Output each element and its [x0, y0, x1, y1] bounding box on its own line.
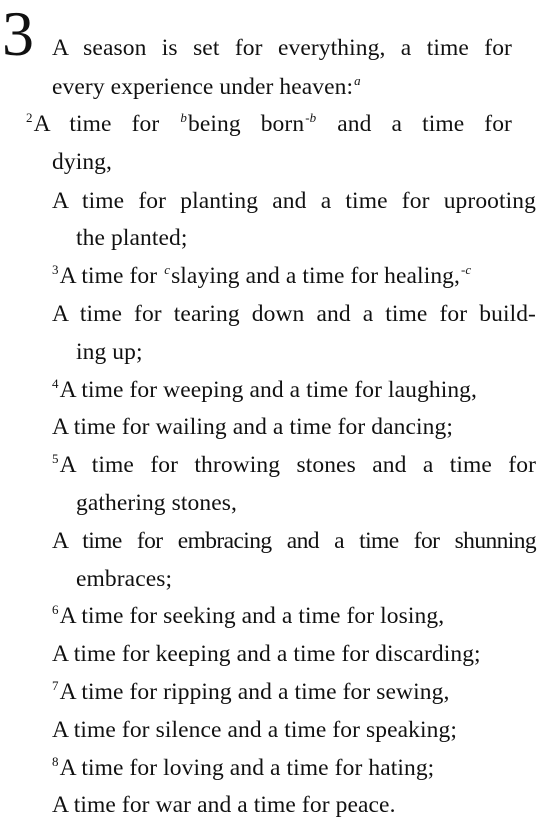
verse-2-line-1	[26, 110, 512, 141]
verse-number-2: 2	[26, 110, 33, 125]
verse-6-line-2	[52, 640, 481, 668]
verse-4-line-1	[52, 376, 477, 407]
verse-1-text-2: every experience under heaven:	[52, 74, 354, 100]
verse-8-text-2: A time for war and a time for peace.	[52, 792, 396, 818]
verse-number-6: 6	[52, 602, 59, 617]
verse-number-3: 3	[52, 262, 59, 277]
verse-number-8: 8	[52, 754, 59, 769]
verse-5-text-1: A time for throwing stones and a time for	[59, 452, 536, 478]
verse-2-text-2: dying,	[52, 149, 113, 175]
verse-3-line-1	[52, 262, 472, 293]
footnote-c-open: c	[164, 262, 171, 277]
footnote-b-close: -b	[305, 110, 317, 125]
verse-5-text-2: gathering stones,	[76, 490, 237, 516]
verse-number-4: 4	[52, 376, 59, 391]
verse-1-text-1: A season is set for everything, a time for	[52, 35, 512, 61]
verse-3-line-2	[52, 300, 536, 328]
verse-7-text-2: A time for silence and a time for speaking;	[52, 717, 457, 743]
verse-8-line-2	[52, 791, 396, 819]
verse-2-post: and a time for	[317, 111, 512, 137]
verse-2-line-3	[52, 187, 536, 215]
verse-8-line-1	[52, 754, 434, 785]
verse-3-text-2: A time for tearing down and a time for build-	[52, 301, 536, 327]
verse-6-text-1: A time for seeking and a time for losing,	[59, 603, 445, 629]
verse-2-line-2	[52, 148, 112, 176]
verse-2-pre: A time for	[33, 111, 180, 137]
verse-3-inner: slaying and a time for healing,	[171, 263, 460, 289]
verse-7-line-1	[52, 678, 449, 709]
footnote-a: a	[354, 73, 361, 88]
verse-3-line-3	[76, 338, 143, 366]
verse-2-text-4: the planted;	[76, 225, 188, 251]
verse-2-line-4	[76, 224, 187, 252]
verse-2-text-3: A time for planting and a time for uprooting	[52, 188, 536, 214]
footnote-c-close: -c	[461, 262, 472, 277]
verse-1-line-2	[52, 73, 362, 104]
verse-4-line-2	[52, 413, 453, 441]
verse-1-line-1	[52, 34, 512, 62]
verse-3-pre: A time for	[59, 263, 164, 289]
verse-2-inner: being born	[187, 111, 305, 137]
verse-7-text-1: A time for ripping and a time for sewing,	[59, 679, 450, 705]
verse-5-line-3	[52, 527, 536, 555]
verse-6-text-2: A time for keeping and a time for discarding;	[52, 641, 481, 667]
verse-5-line-2	[76, 489, 237, 517]
chapter-number: 3	[2, 0, 34, 69]
verse-8-text-1: A time for loving and a time for hating;	[59, 755, 435, 781]
verse-6-line-1	[52, 602, 444, 633]
verse-3-text-3: ing up;	[76, 339, 143, 365]
footnote-b-open: b	[180, 110, 187, 125]
verse-number-7: 7	[52, 678, 59, 693]
verse-5-line-1	[52, 451, 536, 482]
verse-5-line-4	[76, 565, 172, 593]
verse-5-text-3: A time for embracing and a time for shunning	[52, 528, 536, 554]
verse-number-5: 5	[52, 451, 59, 466]
verse-4-text-1: A time for weeping and a time for laughing,	[59, 377, 478, 403]
verse-4-text-2: A time for wailing and a time for dancing;	[52, 414, 453, 440]
verse-5-text-4: embraces;	[76, 566, 173, 592]
verse-7-line-2	[52, 716, 457, 744]
